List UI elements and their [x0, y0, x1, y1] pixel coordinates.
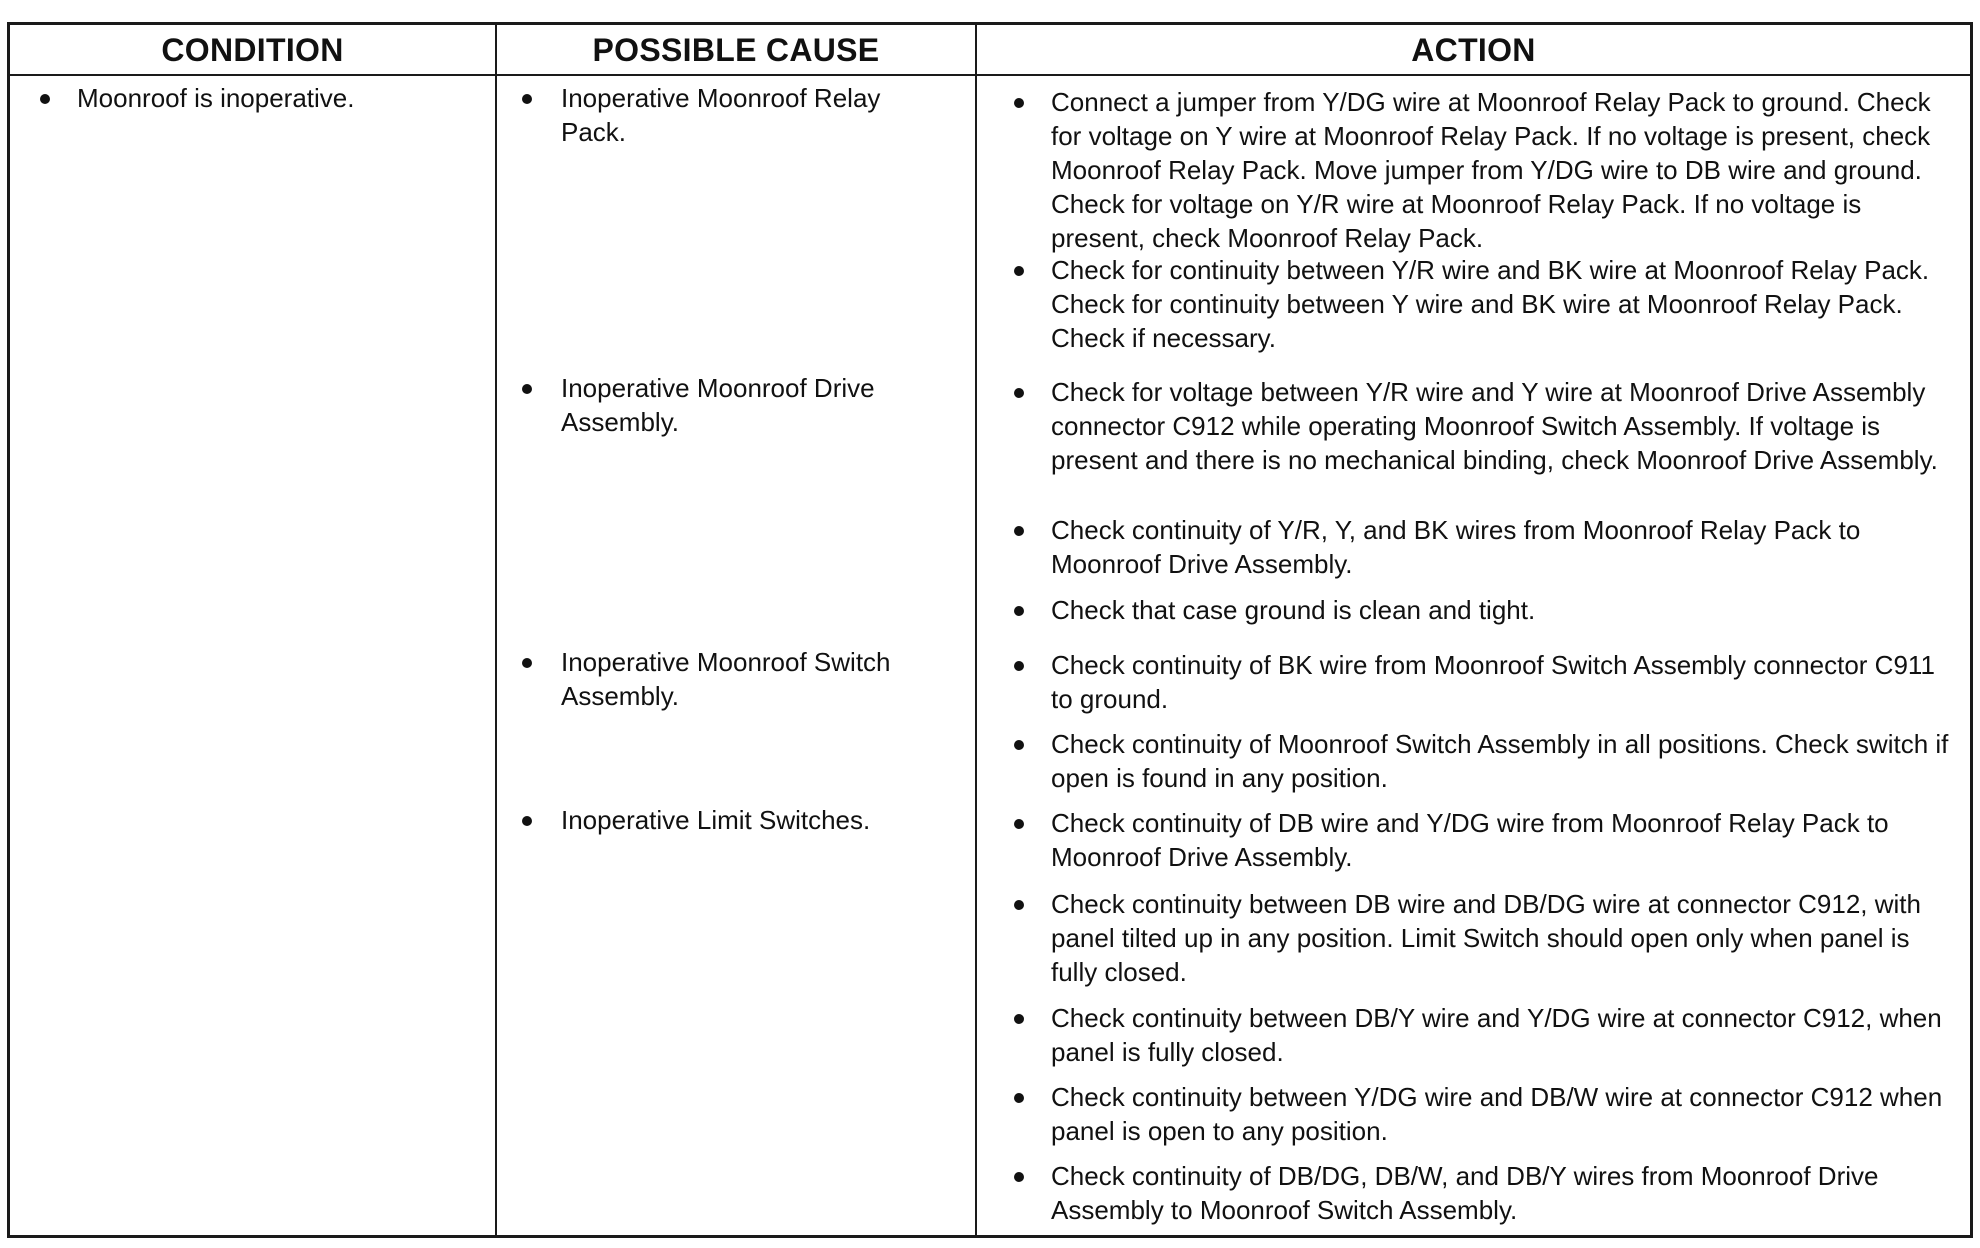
bullet	[1014, 388, 1024, 398]
bullet	[1014, 98, 1024, 108]
bullet	[1014, 1172, 1024, 1182]
action-item: Check continuity between DB/Y wire and Y/DG wire at connector C912, when panel is fully closed.	[1051, 1003, 1942, 1067]
action-item: Check for voltage between Y/R wire and Y wire at Moonroof Drive Assembly connector C912 while operating Moonroof Switch Assembly. If voltage is present and there is no mechanical binding, check Moonroof Drive Assembly.	[1051, 377, 1938, 475]
bullet	[522, 94, 532, 104]
troubleshooting-table	[7, 22, 1973, 1238]
bullet	[1014, 1093, 1024, 1103]
action-item: Check continuity between Y/DG wire and DB/W wire at connector C912 when panel is open to any position.	[1051, 1082, 1943, 1146]
cause-item: Inoperative Limit Switches.	[561, 805, 871, 835]
header-cause: POSSIBLE CAUSE	[592, 31, 880, 68]
cause-item: Inoperative Moonroof Drive Assembly.	[561, 373, 875, 437]
action-item: Check continuity of Y/R, Y, and BK wires from Moonroof Relay Pack to Moonroof Drive Assembly.	[1051, 515, 1861, 579]
action-item: Check continuity of DB wire and Y/DG wire from Moonroof Relay Pack to Moonroof Drive Assembly.	[1051, 808, 1889, 872]
column-divider	[495, 25, 497, 1235]
header-condition: CONDITION	[161, 31, 344, 68]
action-item: Check continuity of Moonroof Switch Assembly in all positions. Check switch if open is found in any position.	[1051, 729, 1949, 793]
action-item: Connect a jumper from Y/DG wire at Moonroof Relay Pack to ground. Check for voltage on Y wire at Moonroof Relay Pack. If no voltage is present, check Moonroof Relay Pack. Move jumper from Y/DG wire to DB wire and ground. Check for voltage on Y/R wire at Moonroof Relay Pack. If no voltage is present, check Moonroof Relay Pack.	[1051, 87, 1931, 253]
bullet	[40, 94, 50, 104]
bullet	[1014, 606, 1024, 616]
action-item: Check that case ground is clean and tight.	[1051, 595, 1536, 625]
bullet	[1014, 740, 1024, 750]
column-divider	[975, 25, 977, 1235]
action-item: Check continuity of DB/DG, DB/W, and DB/Y wires from Moonroof Drive Assembly to Moonroof Switch Assembly.	[1051, 1161, 1879, 1225]
bullet	[1014, 900, 1024, 910]
action-item: Check continuity of BK wire from Moonroof Switch Assembly connector C911 to ground.	[1051, 650, 1935, 714]
bullet	[1014, 526, 1024, 536]
action-item: Check continuity between DB wire and DB/DG wire at connector C912, with panel tilted up in any position. Limit Switch should open only when panel is fully closed.	[1051, 889, 1921, 987]
bullet	[1014, 1014, 1024, 1024]
header-action: ACTION	[1411, 31, 1536, 68]
bullet	[522, 384, 532, 394]
bullet	[1014, 266, 1024, 276]
bullet	[522, 816, 532, 826]
action-item: Check for continuity between Y/R wire and BK wire at Moonroof Relay Pack. Check for continuity between Y wire and BK wire at Moonroof Relay Pack. Check if necessary.	[1051, 255, 1930, 353]
bullet	[1014, 661, 1024, 671]
cause-item: Inoperative Moonroof Switch Assembly.	[561, 647, 891, 711]
condition-text: Moonroof is inoperative.	[77, 83, 355, 113]
bullet	[522, 658, 532, 668]
bullet	[1014, 819, 1024, 829]
cause-item: Inoperative Moonroof Relay Pack.	[561, 83, 881, 147]
